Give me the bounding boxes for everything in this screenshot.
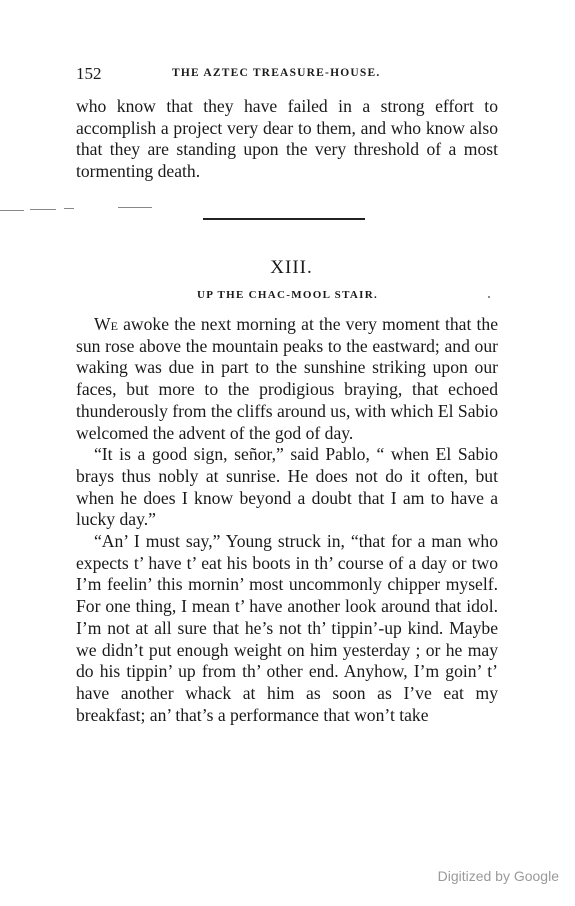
continued-paragraph: who know that they have failed in a strong effort to accomplish a project very dear to them, and who know also that they are standing upon the very threshold of a most tormenting death.	[76, 96, 498, 182]
scan-artifact	[64, 208, 74, 209]
scan-speck	[488, 296, 490, 298]
chapter-body	[76, 314, 498, 726]
digitization-watermark: Digitized by Google	[437, 868, 559, 884]
section-divider-rule	[203, 218, 365, 220]
scan-artifact	[30, 209, 56, 210]
paragraph: “An’ I must say,” Young struck in, “that for a man who expects t’ have t’ eat his boots in th’ course of a day or two I’m feelin’ this mornin’ most uncommonly chipper myself. For one thing, I mean t’ have another look around that idol. I’m not at all sure that he’s not th’ tippin’-up kind. Maybe we didn’t put enough weight on him yesterday ; or he may do his tippin’ up from th’ other end. Anyhow, I’m goin’ t’ have another whack at him as soon as I’ve eat my breakfast; an’ that’s a performance that won’t take	[76, 531, 498, 725]
scan-artifact	[118, 207, 152, 208]
opening-word: We	[94, 314, 118, 334]
running-head: THE AZTEC TREASURE-HOUSE.	[172, 67, 381, 79]
scan-artifact	[0, 210, 24, 211]
paragraph: “It is a good sign, señor,” said Pablo, “ when El Sabio brays thus nobly at sunrise. He does not do it often, but when he does I know beyond a doubt that I am to have a lucky day.”	[76, 444, 498, 530]
page-header	[76, 64, 498, 84]
paragraph-text: awoke the next morning at the very moment that the sun rose above the mountain peaks to the eastward; and our waking was due in part to the sunshine striking upon our faces, but more to the prodigious braying, that echoed thunderously from the cliffs around us, with which El Sabio welcomed the advent of the god of day.	[76, 314, 498, 443]
paragraph	[76, 314, 498, 444]
chapter-number: XIII.	[270, 257, 313, 278]
page-number: 152	[76, 64, 102, 83]
chapter-title: UP THE CHAC-MOOL STAIR.	[196, 289, 379, 301]
continued-paragraph-block	[76, 96, 498, 183]
